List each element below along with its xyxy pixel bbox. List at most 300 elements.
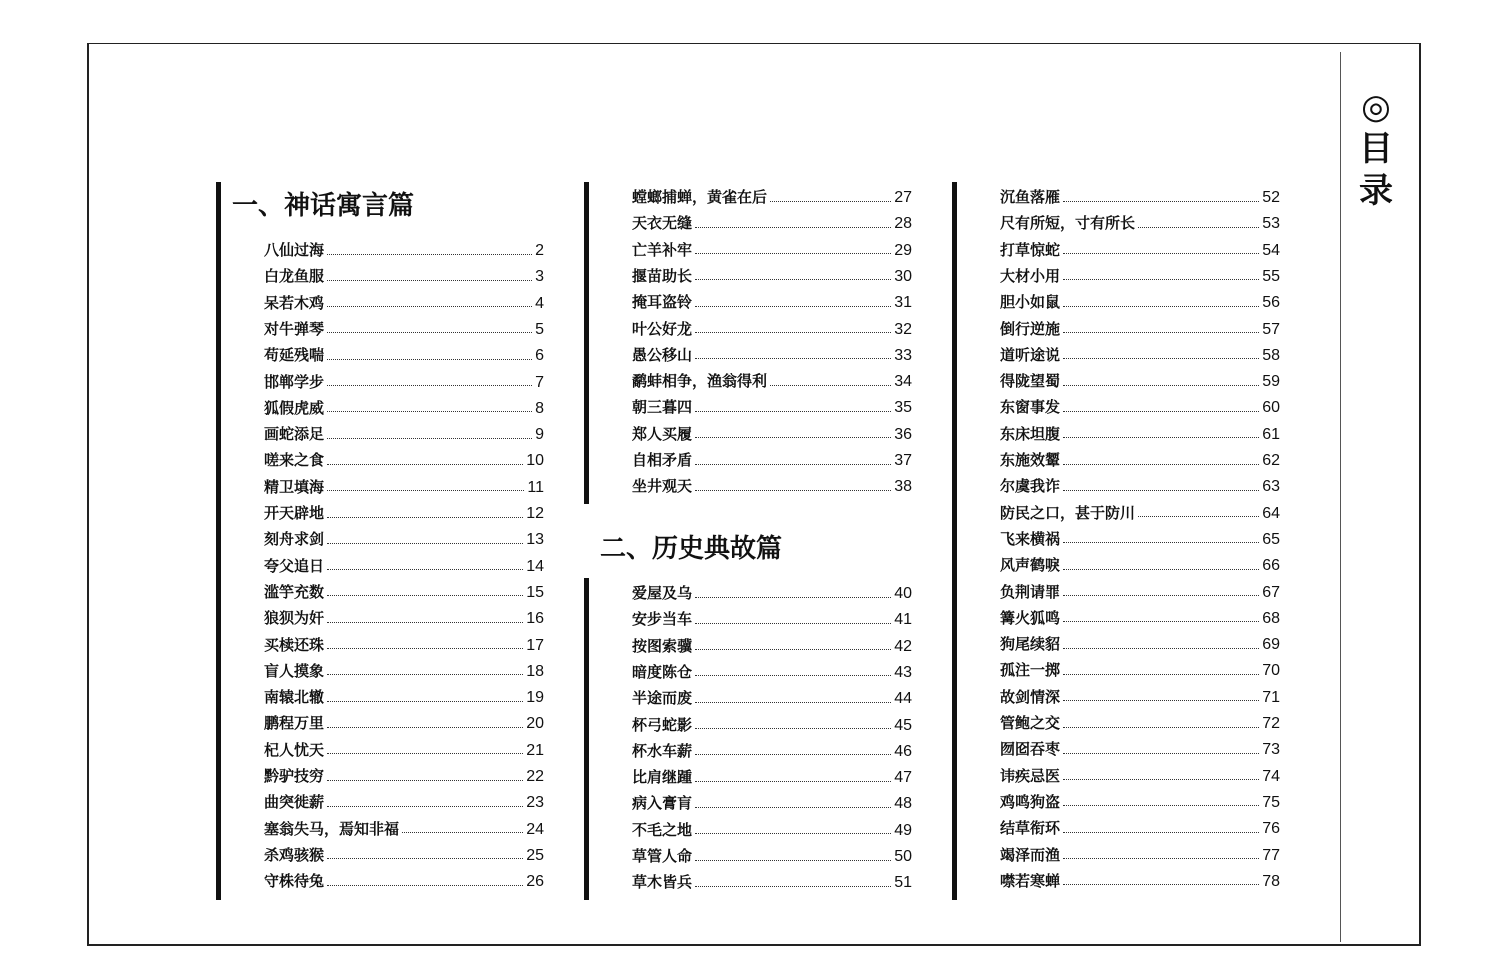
- entry-page-number: 61: [1262, 425, 1280, 443]
- toc-entry[interactable]: [632, 368, 912, 394]
- toc-entry[interactable]: [1000, 447, 1280, 473]
- column-bar-1: [216, 182, 221, 900]
- entry-page-number: 62: [1262, 452, 1280, 469]
- dot-leader: [1138, 227, 1259, 228]
- entry-page-number: 43: [894, 663, 912, 681]
- toc-entry[interactable]: [1000, 237, 1280, 263]
- dot-leader: [327, 332, 532, 333]
- toc-entry[interactable]: [264, 526, 544, 552]
- dot-leader: [695, 860, 891, 861]
- toc-entry[interactable]: [264, 658, 544, 684]
- entry-title: 天衣无缝: [632, 214, 693, 233]
- entry-title: 南辕北辙: [264, 688, 325, 707]
- entry-title: 揠苗助长: [632, 266, 693, 285]
- dot-leader: [695, 411, 891, 412]
- toc-entry[interactable]: [632, 184, 912, 210]
- entry-title: 倒行逆施: [1000, 319, 1061, 338]
- entry-page-number: 53: [1262, 215, 1280, 233]
- entry-page-number: 28: [894, 215, 912, 233]
- dot-leader: [1063, 490, 1259, 491]
- entry-page-number: 7: [535, 373, 544, 391]
- toc-entry[interactable]: [264, 447, 544, 473]
- dot-leader: [327, 858, 523, 859]
- entry-page-number: 30: [894, 267, 912, 285]
- toc-entry[interactable]: [632, 580, 912, 606]
- dot-leader: [1063, 753, 1259, 754]
- toc-entry[interactable]: [1000, 605, 1280, 631]
- toc-entry[interactable]: [264, 868, 544, 894]
- toc-entry[interactable]: [264, 789, 544, 815]
- entry-page-number: 5: [535, 320, 544, 338]
- toc-entry[interactable]: [1000, 552, 1280, 578]
- entry-page-number: 78: [1262, 872, 1280, 890]
- entry-title: 黔驴技穷: [264, 767, 325, 785]
- dot-leader: [327, 385, 532, 386]
- dot-leader: [327, 280, 532, 281]
- entry-page-number: 40: [894, 585, 912, 602]
- entry-title: 守株待兔: [264, 872, 325, 891]
- entry-page-number: 17: [526, 636, 544, 654]
- toc-entry[interactable]: [1000, 842, 1280, 868]
- dot-leader: [1063, 332, 1259, 333]
- entry-title: 沉鱼落雁: [1000, 188, 1061, 206]
- dot-leader: [327, 753, 523, 754]
- toc-entry[interactable]: [1000, 526, 1280, 552]
- entry-page-number: 22: [526, 768, 544, 785]
- entry-title: 按图索骥: [632, 636, 693, 655]
- dot-leader: [327, 411, 532, 412]
- toc-entry[interactable]: [632, 843, 912, 869]
- entry-page-number: 36: [894, 425, 912, 443]
- dot-leader: [695, 728, 891, 729]
- entry-title: 尺有所短，寸有所长: [1000, 214, 1136, 233]
- toc-entry[interactable]: [632, 738, 912, 764]
- entry-page-number: 67: [1262, 583, 1280, 601]
- entry-title: 杞人忧天: [264, 740, 325, 759]
- entry-page-number: 27: [894, 189, 912, 206]
- dot-leader: [1063, 805, 1259, 806]
- entry-page-number: 14: [526, 557, 544, 575]
- entry-title: 竭泽而渔: [1000, 845, 1061, 864]
- dot-leader: [1063, 569, 1259, 570]
- entry-title: 东窗事发: [1000, 398, 1061, 417]
- toc-entry[interactable]: [264, 632, 544, 658]
- toc-entry[interactable]: [264, 500, 544, 526]
- entry-page-number: 58: [1262, 346, 1280, 364]
- dot-leader: [695, 253, 891, 254]
- entry-page-number: 15: [526, 583, 544, 601]
- toc-entry[interactable]: [264, 816, 544, 842]
- entry-title: 飞来横祸: [1000, 529, 1061, 548]
- entry-page-number: 38: [894, 478, 912, 496]
- entry-page-number: 21: [526, 741, 544, 759]
- toc-entry[interactable]: [1000, 368, 1280, 394]
- dot-leader: [1063, 884, 1259, 885]
- entry-title: 病入膏肓: [632, 794, 693, 813]
- section-title-2: 二、历史典故篇: [600, 534, 783, 564]
- entry-title: 半途而废: [632, 689, 693, 708]
- entry-title: 杀鸡骇猴: [264, 845, 325, 864]
- entry-page-number: 74: [1262, 767, 1280, 785]
- dot-leader: [695, 649, 891, 650]
- entry-title: 囫囵吞枣: [1000, 740, 1061, 759]
- toc-entry[interactable]: [632, 659, 912, 685]
- toc-entry[interactable]: [1000, 657, 1280, 683]
- toc-entry[interactable]: [632, 237, 912, 263]
- toc-entry[interactable]: [632, 712, 912, 738]
- dot-leader: [770, 385, 891, 386]
- dot-leader: [327, 674, 523, 675]
- toc-entry[interactable]: [632, 869, 912, 895]
- toc-entry[interactable]: [1000, 868, 1280, 894]
- entry-title: 管鲍之交: [1000, 714, 1061, 732]
- entry-page-number: 46: [894, 742, 912, 760]
- entry-page-number: 10: [526, 452, 544, 470]
- toc-entry[interactable]: [1000, 763, 1280, 789]
- entry-title: 苟延残喘: [264, 346, 325, 365]
- entry-page-number: 71: [1262, 688, 1280, 706]
- toc-entry[interactable]: [264, 737, 544, 763]
- entry-title: 坐井观天: [632, 477, 693, 496]
- dot-leader: [695, 490, 891, 491]
- entry-title: 鸡鸣狗盗: [1000, 792, 1061, 811]
- dot-leader: [1063, 385, 1259, 386]
- toc-title-char-1: 目: [1359, 129, 1393, 169]
- entry-page-number: 68: [1262, 609, 1280, 627]
- dot-leader: [1063, 437, 1259, 438]
- dot-leader: [1063, 358, 1259, 359]
- entry-page-number: 19: [526, 689, 544, 707]
- dot-leader: [327, 438, 532, 439]
- toc-entry[interactable]: [1000, 263, 1280, 289]
- dot-leader: [695, 358, 891, 359]
- dot-leader: [327, 622, 523, 623]
- toc-entry[interactable]: [264, 605, 544, 631]
- entry-page-number: 18: [526, 662, 544, 680]
- entry-page-number: 9: [535, 426, 544, 444]
- entry-title: 防民之口，甚于防川: [1000, 503, 1136, 522]
- entry-page-number: 70: [1262, 662, 1280, 680]
- toc-entry[interactable]: [1000, 421, 1280, 447]
- entry-title: 夸父追日: [264, 556, 325, 575]
- toc-entry[interactable]: [264, 290, 544, 316]
- dot-leader: [1063, 464, 1259, 465]
- entry-page-number: 37: [894, 452, 912, 469]
- toc-entry[interactable]: [1000, 736, 1280, 762]
- entry-page-number: 24: [526, 820, 544, 838]
- entry-page-number: 8: [535, 399, 544, 417]
- toc-title: [1356, 86, 1396, 212]
- dot-leader: [695, 807, 891, 808]
- entry-page-number: 45: [894, 716, 912, 734]
- dot-leader: [327, 359, 532, 360]
- entry-page-number: 42: [894, 637, 912, 655]
- dot-leader: [327, 701, 523, 702]
- toc-entry[interactable]: [264, 421, 544, 447]
- entry-page-number: 13: [526, 531, 544, 549]
- dot-leader: [1063, 542, 1259, 543]
- entry-title: 故剑情深: [1000, 687, 1061, 706]
- entry-title: 精卫填海: [264, 477, 325, 496]
- toc-entry[interactable]: [1000, 815, 1280, 841]
- entry-title: 掩耳盗铃: [632, 293, 693, 312]
- toc-entry[interactable]: [1000, 342, 1280, 368]
- dot-leader: [695, 332, 891, 333]
- dot-leader: [327, 490, 524, 491]
- entry-page-number: 4: [535, 294, 544, 312]
- toc-entry[interactable]: [1000, 473, 1280, 499]
- entry-page-number: 76: [1262, 820, 1280, 838]
- entry-page-number: 31: [894, 294, 912, 312]
- entry-title: 盲人摸象: [264, 661, 325, 680]
- entry-page-number: 48: [894, 795, 912, 813]
- entry-page-number: 57: [1262, 320, 1280, 338]
- dot-leader: [327, 595, 523, 596]
- toc-entry[interactable]: [1000, 184, 1280, 210]
- entry-title: 画蛇添足: [264, 425, 325, 444]
- toc-entry[interactable]: [1000, 394, 1280, 420]
- dot-leader: [1063, 279, 1259, 280]
- dot-leader: [327, 464, 523, 465]
- toc-entry[interactable]: [632, 289, 912, 315]
- entry-title: 草管人命: [632, 847, 693, 865]
- dot-leader: [695, 597, 891, 598]
- entry-page-number: 49: [894, 821, 912, 839]
- entry-page-number: 6: [535, 347, 544, 365]
- dot-leader: [327, 780, 523, 781]
- entry-page-number: 23: [526, 794, 544, 812]
- entry-title: 叶公好龙: [632, 319, 693, 338]
- side-divider: [1340, 52, 1341, 942]
- toc-entry[interactable]: [1000, 316, 1280, 342]
- entry-page-number: 55: [1262, 267, 1280, 285]
- toc-entry[interactable]: [632, 394, 912, 420]
- dot-leader: [1063, 201, 1259, 202]
- entry-page-number: 65: [1262, 530, 1280, 548]
- dot-leader: [1063, 674, 1259, 675]
- entry-title: 亡羊补牢: [632, 240, 693, 259]
- column-bar-2b: [584, 578, 589, 900]
- dot-leader: [402, 832, 523, 833]
- entry-page-number: 11: [527, 478, 544, 496]
- toc-entry[interactable]: [632, 606, 912, 632]
- entry-page-number: 59: [1262, 373, 1280, 391]
- entry-title: 狼狈为奸: [264, 609, 325, 628]
- entry-title: 刻舟求剑: [264, 530, 325, 549]
- dot-leader: [327, 806, 523, 807]
- entry-title: 东床坦腹: [1000, 424, 1061, 443]
- entry-title: 噤若寒蝉: [1000, 871, 1061, 890]
- entry-title: 东施效颦: [1000, 451, 1061, 469]
- column-bar-3: [952, 182, 957, 900]
- entry-title: 鹬蚌相争，渔翁得利: [632, 372, 768, 391]
- toc-entry[interactable]: [264, 842, 544, 868]
- toc-entry[interactable]: [632, 473, 912, 499]
- dot-leader: [1063, 727, 1259, 728]
- entry-page-number: 12: [526, 505, 544, 522]
- entry-title: 结草衔环: [1000, 819, 1061, 838]
- entry-page-number: 41: [894, 611, 912, 629]
- entry-title: 打草惊蛇: [1000, 240, 1061, 259]
- dot-leader: [695, 702, 891, 703]
- entry-page-number: 29: [894, 241, 912, 259]
- entry-page-number: 60: [1262, 399, 1280, 417]
- toc-entry[interactable]: [264, 579, 544, 605]
- dot-leader: [1063, 648, 1259, 649]
- toc-entry[interactable]: [264, 342, 544, 368]
- dot-leader: [770, 201, 891, 202]
- toc-entry[interactable]: [632, 421, 912, 447]
- dot-leader: [695, 833, 891, 834]
- entry-title: 郑人买履: [632, 424, 693, 443]
- entry-title: 螳螂捕蝉，黄雀在后: [632, 188, 768, 206]
- dot-leader: [695, 437, 891, 438]
- entry-title: 讳疾忌医: [1000, 766, 1061, 785]
- entry-page-number: 3: [535, 268, 544, 286]
- toc-entry[interactable]: [264, 684, 544, 710]
- entry-page-number: 51: [894, 874, 912, 892]
- dot-leader: [327, 254, 532, 255]
- entry-title: 爱屋及乌: [632, 584, 693, 602]
- toc-entry[interactable]: [632, 342, 912, 368]
- dot-leader: [695, 675, 891, 676]
- toc-entry[interactable]: [264, 395, 544, 421]
- dot-leader: [327, 569, 523, 570]
- dot-leader: [695, 623, 891, 624]
- toc-entry[interactable]: [632, 764, 912, 790]
- dot-leader: [327, 648, 523, 649]
- toc-entry[interactable]: [1000, 789, 1280, 815]
- dot-leader: [327, 517, 523, 518]
- entry-page-number: 72: [1262, 715, 1280, 732]
- entry-title: 开天辟地: [264, 504, 325, 522]
- dot-leader: [1063, 253, 1259, 254]
- toc-entry[interactable]: [264, 237, 544, 263]
- toc-entry[interactable]: [264, 553, 544, 579]
- toc-entry[interactable]: [1000, 684, 1280, 710]
- entry-title: 杯水车薪: [632, 741, 693, 760]
- dot-leader: [327, 885, 523, 886]
- toc-entry[interactable]: [1000, 210, 1280, 236]
- toc-entry[interactable]: [1000, 500, 1280, 526]
- entry-title: 邯郸学步: [264, 372, 325, 391]
- entry-title: 尔虞我诈: [1000, 477, 1061, 496]
- dot-leader: [1063, 621, 1259, 622]
- entry-title: 胆小如鼠: [1000, 293, 1061, 312]
- dot-leader: [695, 754, 891, 755]
- column-bar-2a: [584, 182, 589, 504]
- section-title-1: 一、神话寓言篇: [232, 191, 415, 221]
- entry-page-number: 47: [894, 769, 912, 787]
- entry-page-number: 33: [894, 346, 912, 364]
- entry-title: 曲突徙薪: [264, 793, 325, 812]
- entry-title: 狗尾续貂: [1000, 635, 1061, 654]
- toc-entry[interactable]: [1000, 579, 1280, 605]
- entry-page-number: 54: [1262, 241, 1280, 259]
- entry-page-number: 73: [1262, 741, 1280, 759]
- entry-page-number: 52: [1262, 189, 1280, 206]
- entry-page-number: 66: [1262, 557, 1280, 575]
- dot-leader: [1063, 411, 1259, 412]
- entry-title: 狐假虎威: [264, 398, 325, 417]
- toc-entry[interactable]: [264, 369, 544, 395]
- dot-leader: [327, 543, 523, 544]
- toc-entry[interactable]: [632, 817, 912, 843]
- entry-title: 对牛弹琴: [264, 319, 325, 338]
- entry-page-number: 35: [894, 399, 912, 417]
- dot-leader: [695, 886, 891, 887]
- entry-page-number: 25: [526, 846, 544, 864]
- entry-page-number: 69: [1262, 636, 1280, 654]
- entry-page-number: 16: [526, 610, 544, 628]
- toc-entry[interactable]: [264, 316, 544, 342]
- dot-leader: [1063, 779, 1259, 780]
- entry-title: 不毛之地: [632, 820, 693, 839]
- dot-leader: [695, 279, 891, 280]
- toc-entry[interactable]: [264, 263, 544, 289]
- toc-entry[interactable]: [264, 710, 544, 736]
- toc-entry[interactable]: [632, 685, 912, 711]
- entry-title: 鹏程万里: [264, 714, 325, 733]
- toc-entry[interactable]: [632, 263, 912, 289]
- entry-page-number: 20: [526, 715, 544, 733]
- entry-title: 风声鹤唳: [1000, 556, 1061, 575]
- entry-page-number: 34: [894, 373, 912, 391]
- toc-entry[interactable]: [1000, 631, 1280, 657]
- toc-entry[interactable]: [632, 447, 912, 473]
- entry-page-number: 75: [1262, 793, 1280, 811]
- entry-page-number: 56: [1262, 294, 1280, 312]
- entry-title: 得陇望蜀: [1000, 372, 1061, 391]
- entry-title: 道听途说: [1000, 345, 1061, 364]
- double-circle-icon: ◎: [1361, 87, 1391, 127]
- toc-entry[interactable]: [632, 210, 912, 236]
- dot-leader: [1063, 595, 1259, 596]
- toc-entry[interactable]: [632, 316, 912, 342]
- dot-leader: [327, 727, 523, 728]
- dot-leader: [1063, 858, 1259, 859]
- dot-leader: [695, 306, 891, 307]
- dot-leader: [1138, 516, 1259, 517]
- entry-page-number: 50: [894, 848, 912, 865]
- entry-title: 愚公移山: [632, 345, 693, 364]
- entry-title: 安步当车: [632, 610, 693, 629]
- entry-title: 负荆请罪: [1000, 582, 1061, 601]
- entry-title: 比肩继踵: [632, 768, 693, 787]
- toc-entry[interactable]: [1000, 710, 1280, 736]
- entry-title: 八仙过海: [264, 241, 325, 259]
- dot-leader: [695, 227, 891, 228]
- dot-leader: [695, 464, 891, 465]
- entry-title: 白龙鱼服: [264, 267, 325, 286]
- entry-title: 买椟还珠: [264, 635, 325, 654]
- toc-entry[interactable]: [1000, 289, 1280, 315]
- entry-title: 呆若木鸡: [264, 293, 325, 312]
- toc-entry[interactable]: [264, 474, 544, 500]
- toc-entry[interactable]: [632, 790, 912, 816]
- toc-entry[interactable]: [632, 633, 912, 659]
- entry-title: 篝火狐鸣: [1000, 608, 1061, 627]
- entry-title: 嗟来之食: [264, 451, 325, 470]
- toc-entry[interactable]: [264, 763, 544, 789]
- entry-page-number: 44: [894, 690, 912, 708]
- toc-title-char-2: 录: [1359, 171, 1393, 211]
- entry-title: 塞翁失马，焉知非福: [264, 819, 400, 838]
- entry-page-number: 77: [1262, 846, 1280, 864]
- entry-page-number: 32: [894, 320, 912, 338]
- entry-title: 滥竽充数: [264, 582, 325, 601]
- dot-leader: [1063, 306, 1259, 307]
